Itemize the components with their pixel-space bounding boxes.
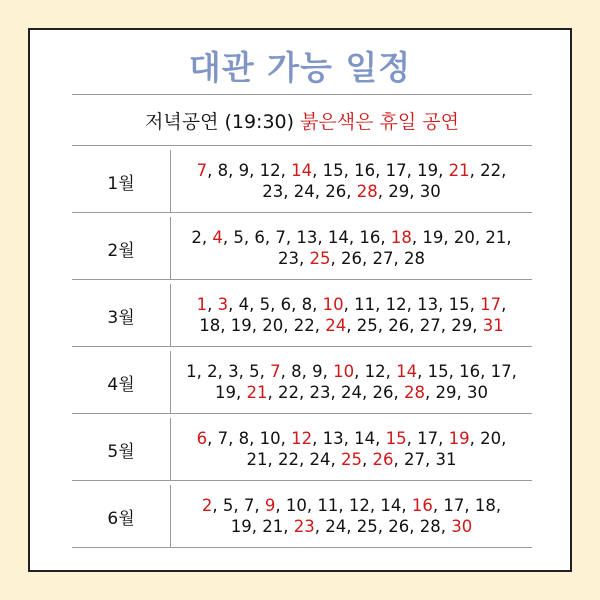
holiday-date: 15	[385, 429, 407, 448]
date: 25	[356, 517, 378, 536]
holiday-date: 30	[451, 517, 473, 536]
dates-line: 18, 19, 20, 22, 24, 25, 26, 27, 29, 31	[199, 316, 504, 335]
date: 30	[467, 383, 488, 402]
date: 22	[480, 161, 502, 180]
date: 2	[207, 362, 218, 381]
table-row	[72, 418, 532, 481]
date: 13	[296, 228, 318, 247]
date: 19	[422, 228, 444, 247]
dates-line: 23, 25, 26, 27, 28	[278, 249, 425, 268]
date: 14	[327, 228, 349, 247]
date: 21	[485, 228, 507, 247]
date: 10	[285, 496, 307, 515]
date: 9	[238, 161, 250, 180]
date: 11	[317, 496, 339, 515]
holiday-date: 24	[325, 316, 347, 335]
dates-line: 23, 24, 26, 28, 29, 30	[262, 182, 441, 201]
date: 8	[291, 362, 302, 381]
holiday-date: 6	[196, 429, 208, 448]
date: 7	[275, 228, 286, 247]
dates-line: 21, 22, 24, 25, 26, 27, 31	[246, 450, 457, 469]
date: 19	[417, 161, 439, 180]
date: 6	[254, 228, 265, 247]
holiday-date: 19	[448, 429, 470, 448]
month-label: 1월	[72, 150, 171, 212]
date: 12	[364, 362, 386, 381]
date: 29	[388, 182, 410, 201]
holiday-date: 18	[390, 228, 412, 247]
date: 24	[341, 383, 362, 402]
holiday-note: 붉은색은 휴일 공연	[300, 110, 459, 133]
available-dates	[171, 418, 532, 480]
date: 18	[474, 496, 496, 515]
date: 5	[249, 362, 260, 381]
date: 26	[388, 517, 410, 536]
dates-line: 6, 7, 8, 10, 12, 13, 14, 15, 17, 19, 20,	[196, 429, 507, 448]
month-label: 5월	[72, 418, 171, 480]
date: 23	[278, 249, 299, 268]
holiday-date: 31	[482, 316, 504, 335]
date: 20	[262, 316, 284, 335]
date: 27	[404, 450, 425, 469]
date: 20	[453, 228, 475, 247]
holiday-date: 28	[404, 383, 425, 402]
date: 13	[417, 295, 439, 314]
date: 16	[354, 161, 376, 180]
date: 17	[490, 362, 512, 381]
table-row	[72, 150, 532, 213]
table-row	[72, 485, 532, 548]
date: 22	[293, 316, 315, 335]
date: 19	[230, 517, 252, 536]
date: 15	[322, 161, 344, 180]
holiday-date: 1	[196, 295, 208, 314]
date: 23	[262, 182, 284, 201]
date: 21	[246, 450, 268, 469]
holiday-date: 25	[309, 249, 331, 268]
date: 2	[191, 228, 202, 247]
date: 26	[325, 182, 347, 201]
holiday-date: 14	[396, 362, 418, 381]
available-dates	[171, 217, 532, 279]
date: 14	[354, 429, 376, 448]
date: 15	[448, 295, 470, 314]
date: 19	[230, 316, 252, 335]
date: 17	[417, 429, 439, 448]
date: 8	[217, 161, 229, 180]
date: 3	[228, 362, 239, 381]
month-rows	[72, 146, 532, 548]
holiday-date: 10	[333, 362, 355, 381]
date: 27	[419, 316, 441, 335]
date: 31	[435, 450, 457, 469]
holiday-date: 16	[411, 496, 433, 515]
date: 23	[309, 383, 331, 402]
date: 15	[427, 362, 449, 381]
date: 12	[259, 161, 281, 180]
date: 12	[348, 496, 370, 515]
date: 5	[259, 295, 271, 314]
holiday-date: 12	[291, 429, 313, 448]
date: 30	[419, 182, 441, 201]
available-dates	[171, 150, 532, 212]
performance-time-label: 저녁공연 (19:30)	[145, 110, 295, 133]
date: 16	[459, 362, 481, 381]
date: 22	[278, 383, 299, 402]
month-label: 6월	[72, 485, 171, 547]
available-dates	[171, 284, 532, 346]
date: 17	[443, 496, 465, 515]
date: 12	[385, 295, 407, 314]
date: 24	[309, 450, 331, 469]
date: 9	[312, 362, 323, 381]
date: 8	[238, 429, 250, 448]
date: 19	[215, 383, 236, 402]
available-dates	[171, 351, 532, 413]
holiday-date: 28	[356, 182, 378, 201]
date: 17	[385, 161, 407, 180]
holiday-date: 9	[264, 496, 276, 515]
date: 10	[259, 429, 281, 448]
holiday-date: 10	[322, 295, 344, 314]
date: 24	[293, 182, 315, 201]
date: 26	[388, 316, 410, 335]
holiday-date: 14	[291, 161, 313, 180]
date: 7	[243, 496, 255, 515]
holiday-date: 21	[246, 383, 268, 402]
holiday-date: 4	[212, 228, 223, 247]
holiday-date: 3	[217, 295, 229, 314]
date: 18	[199, 316, 221, 335]
subtitle-row	[72, 94, 532, 146]
date: 25	[356, 316, 378, 335]
date: 4	[238, 295, 250, 314]
month-label: 2월	[72, 217, 171, 279]
date: 27	[372, 249, 394, 268]
dates-line: 2, 4, 5, 6, 7, 13, 14, 16, 18, 19, 20, 21,	[191, 228, 512, 247]
date: 29	[435, 383, 457, 402]
holiday-date: 25	[341, 450, 362, 469]
table-row	[72, 284, 532, 347]
holiday-date: 23	[293, 517, 315, 536]
date: 16	[359, 228, 381, 247]
holiday-date: 21	[448, 161, 470, 180]
page-title: 대관 가능 일정	[188, 48, 412, 87]
date: 29	[451, 316, 473, 335]
date: 22	[278, 450, 299, 469]
month-label: 4월	[72, 351, 171, 413]
date: 7	[217, 429, 229, 448]
dates-line: 1, 2, 3, 5, 7, 8, 9, 10, 12, 14, 15, 16, 17,	[186, 362, 517, 381]
schedule-card	[28, 28, 572, 572]
table-row	[72, 351, 532, 414]
date: 13	[322, 429, 344, 448]
dates-line: 2, 5, 7, 9, 10, 11, 12, 14, 16, 17, 18,	[201, 496, 502, 515]
table-row	[72, 217, 532, 280]
date: 8	[301, 295, 313, 314]
holiday-date: 2	[201, 496, 213, 515]
available-dates	[171, 485, 532, 547]
date: 14	[380, 496, 402, 515]
date: 26	[372, 383, 394, 402]
month-label: 3월	[72, 284, 171, 346]
holiday-date: 17	[480, 295, 502, 314]
date: 24	[325, 517, 347, 536]
date: 5	[222, 496, 234, 515]
holiday-date: 7	[270, 362, 281, 381]
date: 28	[404, 249, 425, 268]
dates-line: 7, 8, 9, 12, 14, 15, 16, 17, 19, 21, 22,	[196, 161, 507, 180]
dates-line: 1, 3, 4, 5, 6, 8, 10, 11, 12, 13, 15, 17,	[196, 295, 507, 314]
date: 11	[354, 295, 376, 314]
holiday-date: 26	[372, 450, 394, 469]
dates-line: 19, 21, 22, 23, 24, 26, 28, 29, 30	[215, 383, 488, 402]
date: 26	[341, 249, 362, 268]
holiday-date: 7	[196, 161, 208, 180]
date: 6	[280, 295, 292, 314]
date: 21	[262, 517, 284, 536]
date: 1	[186, 362, 197, 381]
dates-line: 19, 21, 23, 24, 25, 26, 28, 30	[230, 517, 473, 536]
date: 5	[233, 228, 244, 247]
date: 20	[480, 429, 502, 448]
schedule-table	[72, 94, 532, 548]
date: 28	[419, 517, 441, 536]
